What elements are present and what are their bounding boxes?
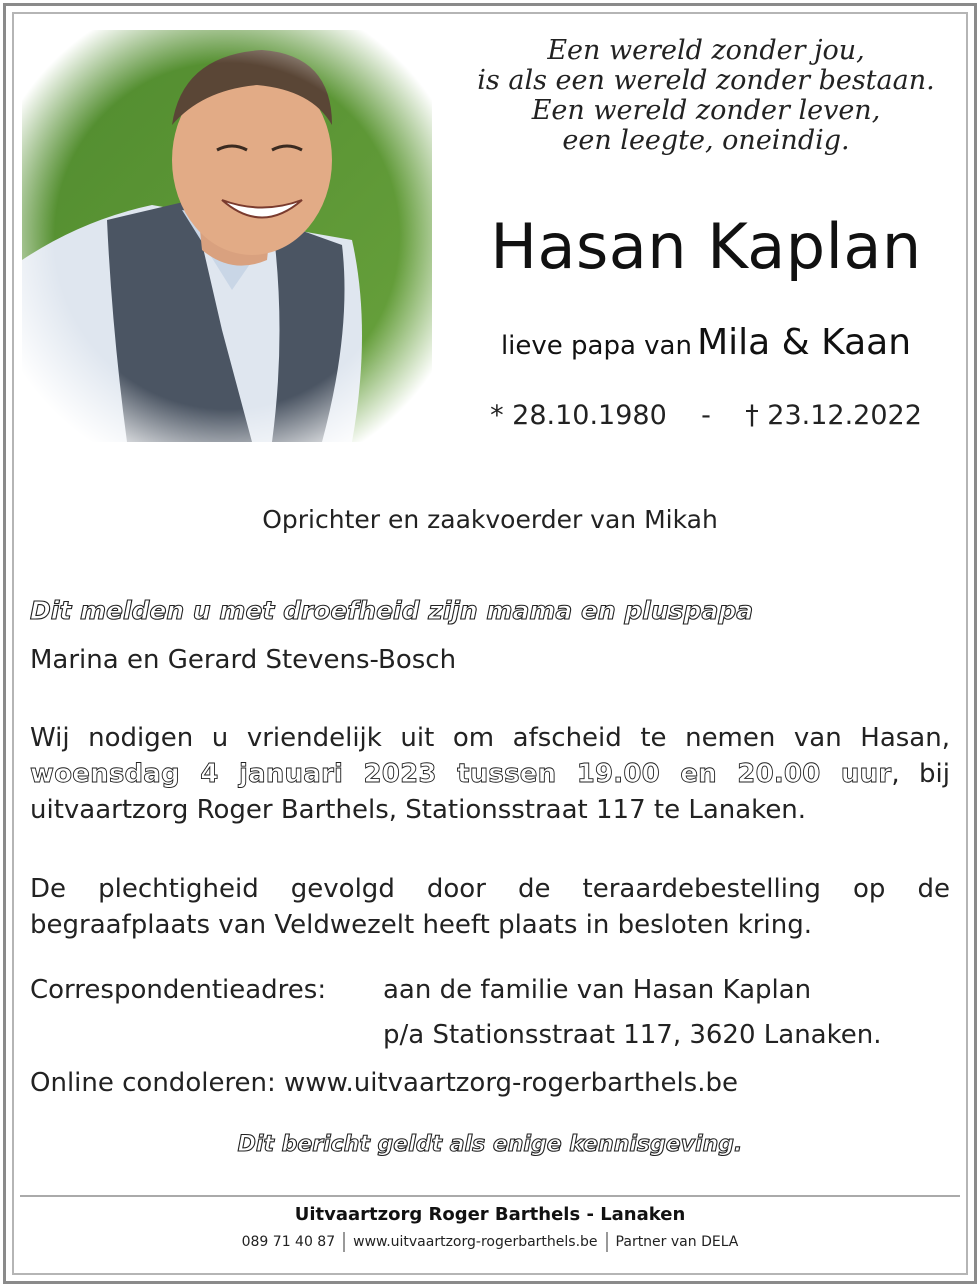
announcement-heading: Dit melden u met droefheid zijn mama en pluspapa xyxy=(30,596,754,625)
footer-separator xyxy=(606,1232,608,1252)
visitation-paragraph xyxy=(30,720,950,828)
children-names: Mila & Kaan xyxy=(697,322,912,363)
death-date: † 23.12.2022 xyxy=(745,400,922,431)
footer-title: Uitvaartzorg Roger Barthels - Lanaken xyxy=(294,1204,686,1225)
poem-line: Een wereld zonder jou, xyxy=(547,35,865,66)
deceased-name: Hasan Kaplan xyxy=(490,210,922,283)
parent-of xyxy=(440,322,972,363)
poem-line: is als een wereld zonder bestaan. xyxy=(477,65,935,96)
ceremony-paragraph: De plechtigheid gevolgd door de teraardebestelling op de begraafplaats van Veldwezelt heeft plaats in besloten kring. xyxy=(30,874,950,940)
visitation-date-highlight: woensdag 4 januari 2023 tussen 19.00 en 20.00 uur xyxy=(30,759,892,789)
correspondence-address: aan de familie van Hasan Kaplan xyxy=(383,975,812,1005)
date-separator: - xyxy=(701,400,711,431)
birth-date: * 28.10.1980 xyxy=(490,400,667,431)
footer-website: www.uitvaartzorg-rogerbarthels.be xyxy=(353,1234,598,1250)
correspondence-label: Correspondentieadres: xyxy=(30,975,327,1005)
footer-phone: 089 71 40 87 xyxy=(241,1234,336,1250)
life-dates xyxy=(440,400,972,431)
visitation-text: Wij nodigen u vriendelijk uit om afscheid te nemen van Hasan, xyxy=(30,723,950,753)
poem-line: een leegte, oneindig. xyxy=(562,125,850,156)
role-line: Oprichter en zaakvoerder van Mikah xyxy=(262,505,718,534)
parents-names: Marina en Gerard Stevens-Bosch xyxy=(30,645,457,675)
poem xyxy=(440,36,972,156)
notice-line: Dit bericht geldt als enige kennisgeving. xyxy=(237,1132,743,1157)
correspondence-address: p/a Stationsstraat 117, 3620 Lanaken. xyxy=(383,1020,882,1050)
relation-prefix: lieve papa van xyxy=(500,331,692,361)
online-condolence: Online condoleren: www.uitvaartzorg-rogerbarthels.be xyxy=(30,1068,738,1098)
footer-contact xyxy=(0,1232,980,1252)
visitation-text: , bij uitvaartzorg Roger Barthels, Stationsstraat 117 te Lanaken. xyxy=(30,759,950,825)
footer-partner: Partner van DELA xyxy=(615,1234,739,1250)
footer-divider xyxy=(20,1195,960,1197)
footer-separator xyxy=(343,1232,345,1252)
poem-line: Een wereld zonder leven, xyxy=(531,95,881,126)
portrait-photo xyxy=(22,30,432,442)
